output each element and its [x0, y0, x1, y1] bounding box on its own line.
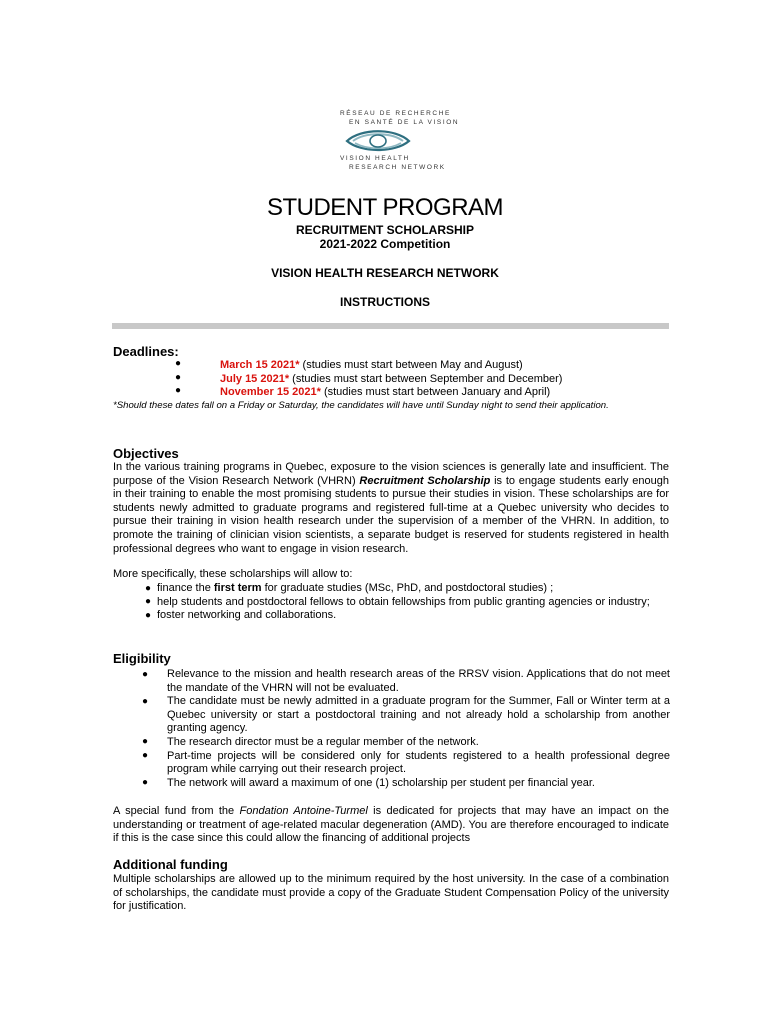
deadline-detail: (studies must start between May and August)	[299, 359, 523, 371]
special-fund-paragraph: A special fund from the Fondation Antoine-Turmel is dedicated for projects that may have an impact on the understanding or treatment of age-related macular degeneration (AMD). You are therefore encouraged to indicate if this is the case since this could allow the financing of additional projects	[113, 805, 670, 845]
additional-funding-paragraph: Multiple scholarships are allowed up to the minimum required by the host university. In the case of a combination of scholarships, the candidate must provide a copy of the Graduate Student Compensation Policy of the university for justification.	[113, 873, 669, 913]
page-subtitle: RECRUITMENT SCHOLARSHIP	[295, 223, 474, 237]
deadline-detail: (studies must start between September and December)	[289, 372, 563, 385]
bullet-icon: ●	[145, 596, 152, 608]
bullet-icon: ●	[175, 385, 182, 397]
deadline-note: *Should these dates fall on a Friday or Saturday, the candidates will have until Sunday night to send their application.	[113, 400, 609, 411]
eligibility-heading: Eligibility	[113, 651, 171, 666]
paragraph-text: is to engage students early enough in their training to enable the most promising students to pursue their studies in vision. These scholarships are for students newly admitted to graduate programs and registered full-time at a Quebec university who decides to pursue their training in vision health research under the supervision of a member of the VHRN. In addition, to promote the training of clinician vision scientists, a separate budget is reserved for students registered in health professional degrees who want to engage in vision research.	[113, 474, 669, 555]
list-item	[113, 386, 673, 400]
bullet-icon: ●	[175, 371, 182, 383]
deadline-date: July 15 2021*	[220, 372, 290, 385]
list-item: ● help students and postdoctoral fellows to obtain fellowships from public granting agencies or industry;	[145, 595, 650, 608]
logo-text-fr-1: RÉSEAU DE RECHERCHE	[340, 110, 451, 117]
bullet-icon: ●	[142, 695, 149, 707]
competition-year: 2021-2022 Competition	[319, 237, 451, 251]
objectives-heading: Objectives	[113, 446, 179, 461]
list-item: ● The network will award a maximum of one (1) scholarship per student per financial year.	[142, 776, 595, 789]
paragraph-text: In the various training programs in Quebec, exposure to the vision sciences is generally late and insufficient. The purpose of the Vision Research Network (VHRN)	[113, 461, 669, 487]
deadline-detail: (studies must start between January and April)	[320, 386, 551, 399]
objectives-list	[145, 582, 675, 623]
bullet-icon: ●	[145, 609, 152, 621]
bullet-icon: ●	[142, 750, 149, 762]
list-item: ● The research director must be a regular member of the network.	[142, 735, 479, 748]
bullet-icon: ●	[142, 777, 149, 789]
emphasis-text: first term	[213, 582, 262, 594]
list-item	[113, 373, 673, 387]
eye-icon	[343, 127, 413, 155]
vhrn-logo	[337, 110, 467, 174]
list-item	[113, 359, 673, 373]
bullet-icon: ●	[145, 582, 152, 594]
deadline-date: March 15 2021*	[220, 359, 300, 371]
list-item: ● Relevance to the mission and health research areas of the RRSV vision. Applications that do not meet the mandate of the VHRN will not be evaluated.	[142, 668, 670, 694]
deadlines-list	[113, 359, 673, 400]
objectives-intro: More specifically, these scholarships will allow to:	[113, 568, 353, 580]
bullet-icon: ●	[175, 358, 182, 369]
objectives-paragraph	[113, 461, 669, 556]
list-item: ● The candidate must be newly admitted in a graduate program for the Summer, Fall or Winter term at a Quebec university or start a postdoctoral training and not already hold a scholarship from another granting agency.	[142, 695, 670, 735]
list-item: ● finance the first term for graduate studies (MSc, PhD, and postdoctoral studies) ;	[145, 582, 554, 594]
deadline-date: November 15 2021*	[220, 386, 321, 399]
eligibility-list	[142, 668, 670, 790]
divider	[112, 323, 669, 329]
bullet-icon: ●	[142, 736, 149, 748]
logo-text-en-1: VISION HEALTH	[340, 155, 410, 162]
list-item: ● Part-time projects will be considered only for students registered to a health professional degree program while carrying out their research project.	[142, 749, 670, 776]
list-item: ● foster networking and collaborations.	[145, 609, 337, 622]
page-title: STUDENT PROGRAM	[266, 194, 504, 221]
logo-text-fr-2: EN SANTÉ DE LA VISION	[349, 119, 460, 126]
additional-funding-heading: Additional funding	[113, 857, 228, 872]
emphasis-text: Recruitment Scholarship	[359, 474, 491, 487]
network-name: VISION HEALTH RESEARCH NETWORK	[271, 266, 499, 280]
instructions-heading: INSTRUCTIONS	[340, 295, 430, 309]
emphasis-text: Fondation Antoine-Turmel	[239, 805, 368, 817]
deadlines-heading: Deadlines:	[113, 344, 179, 359]
bullet-icon: ●	[142, 668, 149, 680]
logo-text-en-2: RESEARCH NETWORK	[349, 164, 446, 171]
